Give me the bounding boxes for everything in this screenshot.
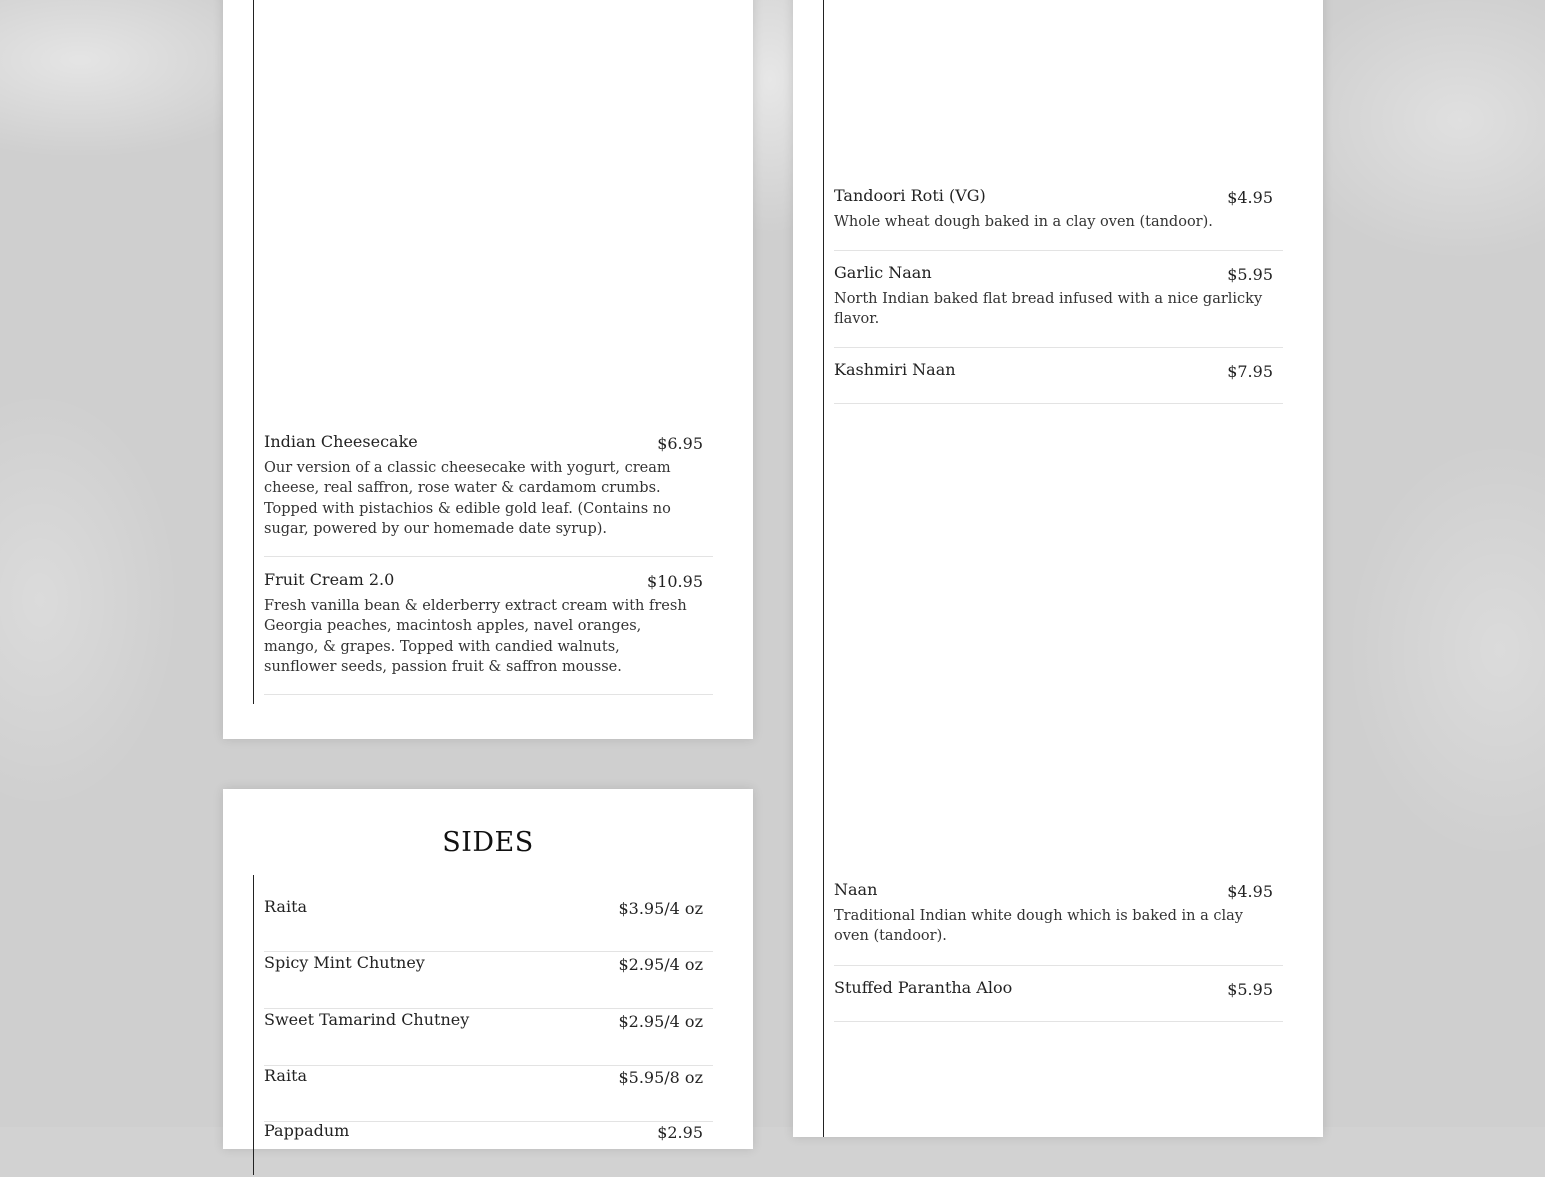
item-name: Kashmiri Naan (834, 360, 956, 379)
desserts-list (253, 0, 734, 704)
item-description: Whole wheat dough baked in a clay oven (tandoor). (834, 214, 1213, 230)
sides-card (223, 789, 753, 1149)
item-name: Raita (264, 897, 308, 916)
menu-item[interactable] (264, 953, 713, 1009)
breads-list (823, 0, 1304, 1137)
item-name: Stuffed Parantha Aloo (834, 978, 1013, 997)
section-title: SIDES (442, 827, 534, 858)
menu-item[interactable] (834, 263, 1283, 348)
item-price: $5.95 (1227, 265, 1273, 284)
menu-item[interactable] (264, 1010, 713, 1066)
item-name: Indian Cheesecake (264, 432, 418, 451)
item-name: Pappadum (264, 1121, 350, 1140)
item-price: $7.95 (1227, 362, 1273, 381)
item-price: $5.95 (1227, 980, 1273, 999)
item-name: Tandoori Roti (VG) (834, 186, 986, 205)
item-name: Sweet Tamarind Chutney (264, 1010, 470, 1029)
item-price: $10.95 (647, 572, 703, 591)
item-price: $5.95/8 oz (618, 1068, 703, 1087)
menu-item[interactable] (834, 360, 1283, 404)
item-price: $2.95 (657, 1123, 703, 1142)
sides-list (253, 875, 734, 1175)
item-price: $2.95/4 oz (618, 1012, 703, 1031)
item-description: Our version of a classic cheesecake with yogurt, cream cheese, real saffron, rose water & cardamom crumbs. Topped with pistachios & edible gold leaf. (Contains no sugar, powered by our homemade date syrup). (264, 460, 671, 538)
item-name: Naan (834, 880, 878, 899)
item-description: Traditional Indian white dough which is baked in a clay oven (tandoor). (834, 908, 1243, 945)
item-price: $2.95/4 oz (618, 955, 703, 974)
item-description: North Indian baked flat bread infused with a nice garlicky flavor. (834, 291, 1263, 328)
menu-item[interactable] (264, 570, 713, 695)
item-name: Spicy Mint Chutney (264, 953, 425, 972)
item-price: $4.95 (1227, 882, 1273, 901)
item-price: $4.95 (1227, 188, 1273, 207)
menu-item[interactable] (834, 978, 1283, 1022)
menu-item[interactable] (834, 880, 1283, 966)
breads-card (793, 0, 1323, 1137)
item-description: Fresh vanilla bean & elderberry extract cream with fresh Georgia peaches, macintosh apples, navel oranges, mango, & grapes. Topped with candied walnuts, sunflower seeds, passion fruit & saffron mousse. (264, 598, 687, 676)
menu-item[interactable] (264, 897, 713, 952)
menu-item[interactable] (834, 186, 1283, 251)
item-name: Garlic Naan (834, 263, 932, 282)
menu-item[interactable] (264, 1066, 713, 1122)
desserts-card (223, 0, 753, 739)
menu-item[interactable] (264, 1121, 713, 1177)
item-price: $6.95 (657, 434, 703, 453)
item-name: Fruit Cream 2.0 (264, 570, 395, 589)
item-name: Raita (264, 1066, 308, 1085)
menu-item[interactable] (264, 432, 713, 557)
item-price: $3.95/4 oz (618, 899, 703, 918)
